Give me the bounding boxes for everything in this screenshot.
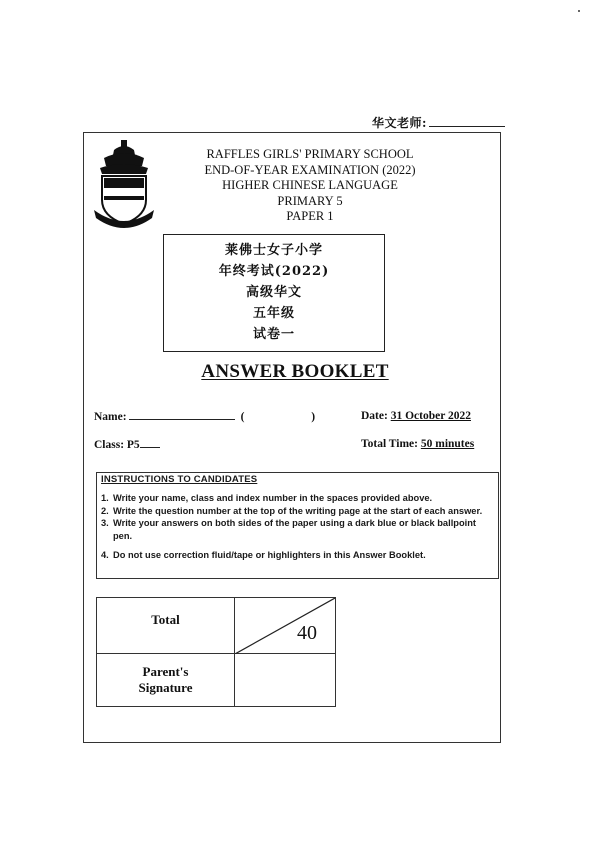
- total-label-cell: [97, 598, 235, 654]
- total-time-value: 50 minutes: [420, 438, 475, 450]
- school-crest-logo: [92, 138, 156, 230]
- teacher-label-text: 华文老师:: [372, 116, 427, 130]
- instruction-item: [101, 517, 484, 542]
- subject-name: HIGHER CHINESE LANGUAGE: [222, 178, 398, 192]
- class-input-line[interactable]: [140, 438, 160, 448]
- teacher-signature-line[interactable]: [429, 116, 505, 127]
- name-input-line[interactable]: [129, 410, 235, 420]
- score-diagonal-line: [235, 598, 335, 654]
- instruction-text: Do not use correction fluid/tape or highlighters in this Answer Booklet.: [113, 550, 426, 560]
- school-header: [160, 147, 460, 225]
- total-label: Total: [151, 611, 180, 627]
- cn-paper-name: 试卷一: [252, 327, 295, 342]
- instruction-number: 1.: [101, 493, 109, 503]
- date-value: 31 October 2022: [390, 410, 471, 422]
- cn-school-name: 莱佛士女子小学: [224, 243, 323, 258]
- instruction-number: 2.: [101, 505, 109, 516]
- cn-subject-name: 高级华文: [245, 285, 302, 300]
- instruction-text: Write your name, class and index number in the spaces provided above.: [113, 493, 433, 503]
- signature-label-cell: [97, 654, 235, 707]
- signature-label-line2: Signature: [138, 680, 193, 695]
- total-marks: 40: [297, 622, 317, 644]
- score-table: [96, 597, 336, 707]
- signature-label-line1: Parent's: [142, 664, 189, 679]
- total-time-label: Total Time:: [361, 438, 418, 450]
- instruction-text: Write the question number at the top of the writing page at the start of each answer.: [113, 505, 483, 516]
- total-row: [97, 598, 336, 654]
- school-name: RAFFLES GIRLS' PRIMARY SCHOOL: [206, 147, 414, 161]
- teacher-label: [372, 114, 505, 131]
- total-time-field: [361, 438, 474, 450]
- instructions-heading: INSTRUCTIONS TO CANDIDATES: [101, 474, 258, 485]
- cn-exam-name: 年终考试(2022): [218, 264, 330, 279]
- class-field: [94, 438, 160, 451]
- instructions-list: [101, 492, 484, 562]
- date-field: [361, 410, 471, 422]
- name-label: Name:: [94, 411, 127, 423]
- chinese-title-box: [163, 234, 385, 352]
- name-field: [94, 410, 347, 423]
- answer-booklet-title: ANSWER BOOKLET: [201, 361, 389, 382]
- instruction-number: 4.: [101, 550, 109, 560]
- date-label: Date:: [361, 410, 388, 422]
- paper-name: PAPER 1: [286, 209, 334, 223]
- cn-level-name: 五年级: [252, 306, 295, 321]
- signature-row: [97, 654, 336, 707]
- scan-speck: [578, 10, 580, 12]
- level-name: PRIMARY 5: [277, 193, 343, 208]
- instruction-item: [101, 492, 484, 505]
- instruction-text: Write your answers on both sides of the paper using a dark blue or black ballpoint pen.: [113, 518, 476, 541]
- class-label: Class: P5: [94, 439, 140, 451]
- total-score-cell[interactable]: [235, 598, 336, 654]
- instruction-number: 3.: [101, 518, 109, 528]
- instruction-item: [101, 549, 484, 562]
- instructions-box: [96, 472, 499, 579]
- instruction-item: [101, 505, 484, 518]
- exam-name: END-OF-YEAR EXAMINATION (2022): [204, 162, 416, 177]
- parent-signature-cell[interactable]: [235, 654, 336, 707]
- index-number-paren[interactable]: ( ): [240, 411, 348, 423]
